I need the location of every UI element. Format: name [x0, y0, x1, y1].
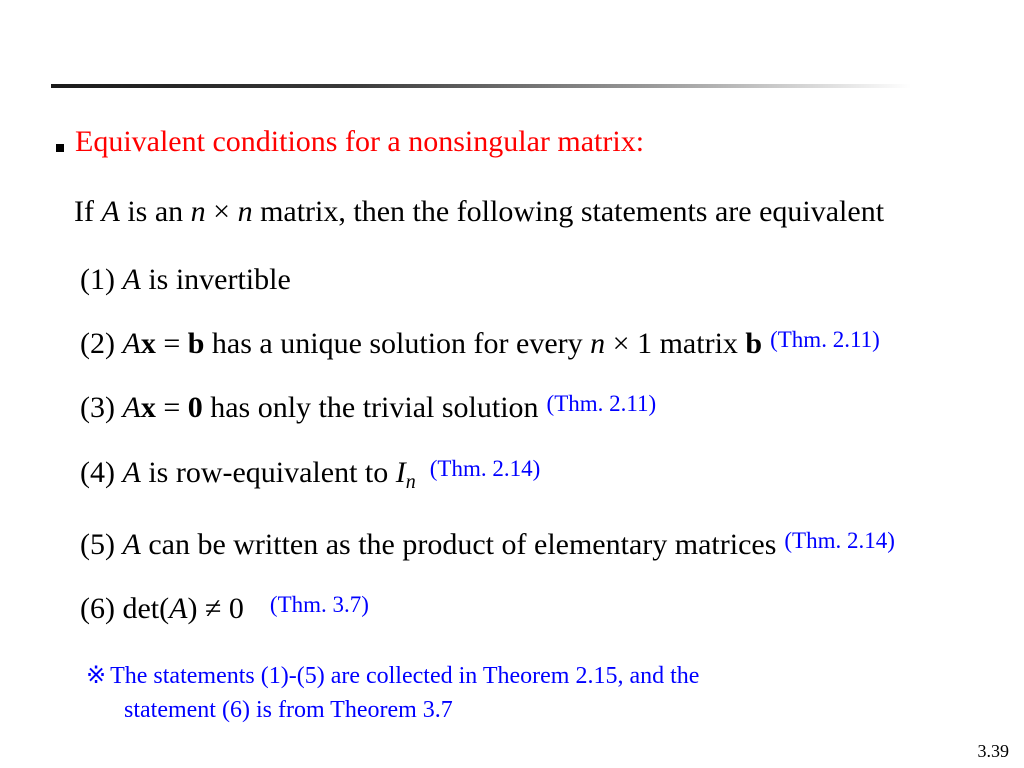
- zero-vector: 0: [187, 391, 203, 424]
- matrix-a: A: [122, 456, 141, 489]
- det-function: det(: [122, 592, 170, 625]
- intro-rest: matrix, then the following statements are equivalent: [260, 195, 885, 228]
- times-sign: ×: [612, 327, 630, 360]
- identity-matrix: I: [395, 456, 406, 489]
- vector-b: b: [187, 327, 205, 360]
- statement-3: [80, 390, 656, 428]
- theorem-reference: (Thm. 2.14): [784, 528, 895, 553]
- statement-number: (3): [80, 391, 115, 424]
- zero-value: 0: [228, 592, 244, 625]
- intro-is-an: is an: [127, 195, 184, 228]
- matrix-a: A: [169, 592, 188, 625]
- identity-subscript: n: [405, 471, 416, 493]
- matrix-a: A: [122, 528, 141, 561]
- theorem-reference: (Thm. 3.7): [269, 592, 369, 617]
- equals-sign: =: [163, 327, 181, 360]
- footnote-line-2: statement (6) is from Theorem 3.7: [124, 697, 453, 723]
- theorem-reference: (Thm. 2.11): [770, 327, 880, 352]
- heading-row: [56, 124, 644, 160]
- heading: Equivalent conditions for a nonsingular matrix:: [75, 125, 645, 158]
- statement-6: [80, 591, 369, 629]
- statement-number: (1): [80, 263, 115, 296]
- statement-text: has a unique solution for every: [211, 327, 583, 360]
- statement-text: is row-equivalent to: [148, 456, 389, 489]
- footnote: [86, 658, 699, 727]
- page-number: 3.39: [977, 741, 1009, 761]
- det-close: ): [187, 592, 198, 625]
- statement-text: has only the trivial solution: [210, 391, 539, 424]
- vector-b: b: [745, 327, 763, 360]
- statement-number: (4): [80, 456, 115, 489]
- footnote-line-1: The statements (1)-(5) are collected in Theorem 2.15, and the: [110, 663, 700, 689]
- equals-sign: =: [163, 391, 181, 424]
- statement-4: [80, 455, 540, 493]
- statement-text: is invertible: [148, 263, 291, 296]
- statement-number: (6): [80, 592, 115, 625]
- matrix-a: A: [122, 327, 141, 360]
- not-equal-sign: ≠: [204, 592, 222, 625]
- dimension-n: n: [590, 327, 606, 360]
- statement-text: can be written as the product of elementary matrices: [148, 528, 777, 561]
- intro-times: ×: [213, 195, 231, 228]
- statement-number: (5): [80, 528, 115, 561]
- theorem-reference: (Thm. 2.11): [546, 391, 657, 416]
- one-matrix-text: 1 matrix: [637, 327, 738, 360]
- theorem-reference: (Thm. 2.14): [429, 456, 541, 481]
- intro-statement: [74, 194, 884, 230]
- square-bullet-icon: [56, 144, 64, 152]
- statement-5: [80, 527, 895, 565]
- reference-mark-icon: ※: [86, 661, 107, 689]
- statement-number: (2): [80, 327, 115, 360]
- title-divider: [51, 84, 911, 88]
- matrix-a: A: [122, 263, 141, 296]
- intro-if: If: [74, 195, 94, 228]
- statement-2: [80, 326, 880, 364]
- intro-matrix-a: A: [101, 195, 120, 228]
- matrix-a: A: [122, 391, 141, 424]
- vector-x: x: [140, 391, 156, 424]
- statement-1: [80, 262, 291, 298]
- intro-n: n: [190, 195, 206, 228]
- vector-x: x: [140, 327, 156, 360]
- intro-n2: n: [237, 195, 253, 228]
